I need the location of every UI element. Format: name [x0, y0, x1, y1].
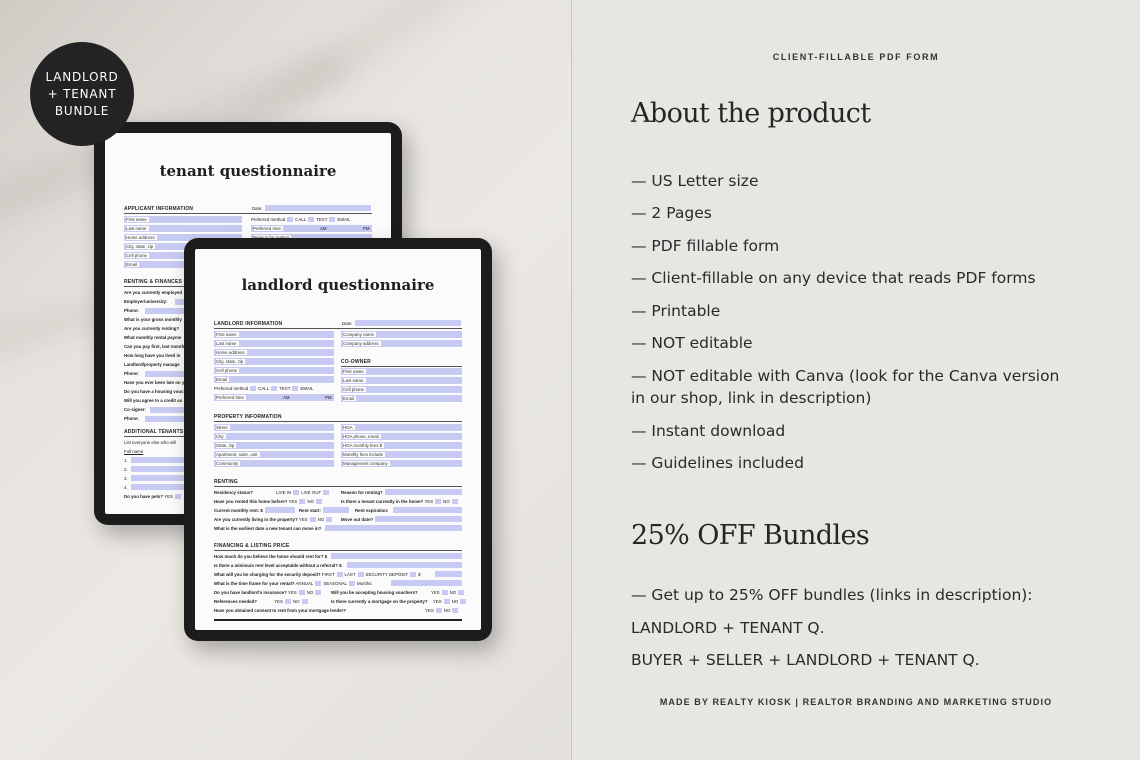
fin-question: Do you have landlord's insurance? YES NO	[214, 590, 323, 595]
hoa-fees-field[interactable]: HOA monthly fees $	[341, 442, 462, 450]
question: Phone:	[124, 371, 139, 376]
form-type-tag: CLIENT-FILLABLE PDF FORM	[772, 52, 940, 62]
feature-item: — Guidelines included	[631, 454, 804, 472]
state-zip-field[interactable]: State, zip	[214, 442, 334, 450]
reason-field[interactable]	[385, 489, 462, 495]
bundles-heading: 25% OFF Bundles	[631, 520, 870, 551]
hoa-phone-field[interactable]: HOA phone, email	[341, 433, 462, 441]
about-heading: About the product	[631, 98, 871, 129]
management-company-field[interactable]: Management company	[341, 460, 462, 468]
home-address-field[interactable]: Home address	[124, 234, 242, 242]
date-label: Date:	[252, 206, 263, 211]
question: Co-signer:	[124, 407, 146, 412]
fin-min-rent-field[interactable]	[347, 562, 462, 568]
tenant-number: 2.	[124, 467, 128, 472]
last-name-field[interactable]: Last name	[124, 225, 242, 233]
product-info-panel	[572, 0, 1140, 760]
tenant-number: 4.	[124, 485, 128, 490]
pets-question: Do you have pets? YES	[124, 494, 183, 499]
property-heading: PROPERTY INFORMATION	[214, 414, 282, 420]
hoa-field[interactable]: HOA	[341, 424, 462, 432]
bundle-badge	[30, 42, 134, 146]
renting-heading: RENTING	[214, 479, 238, 485]
feature-item: — NOT editable with Canva (look for the Canva version in our shop, link in description)	[631, 367, 1060, 407]
cell-phone-field[interactable]: Cell phone	[124, 252, 242, 260]
question: Will you agree to a credit an	[124, 398, 183, 403]
feature-item: — 2 Pages	[631, 204, 712, 222]
fin-rent-field[interactable]	[331, 553, 462, 559]
full-name-label: Full name	[124, 449, 144, 454]
question: Do you have a housing vouc	[124, 389, 184, 394]
feature-item: — PDF fillable form	[631, 237, 780, 255]
time-options: AM	[320, 226, 327, 231]
page-bottom-rule	[214, 619, 462, 621]
fin-question: How much do you believe the home should rent for? $	[214, 554, 328, 559]
residency-row: Residency status? LIVE IN LIVE OUT	[214, 490, 331, 495]
city-field[interactable]: City, state, zip	[124, 243, 242, 251]
date-label: Date:	[342, 321, 353, 326]
fin-question: Have you obtained consent to rent from your mortgage lender?	[214, 608, 346, 613]
home-address-field[interactable]: Home address	[214, 349, 334, 357]
email-field[interactable]: Email	[124, 261, 242, 269]
coowner-heading: CO-OWNER	[341, 359, 371, 365]
feature-item: — US Letter size	[631, 172, 759, 190]
question: Employer/university:	[124, 299, 168, 304]
coowner-cell-phone-field[interactable]: Cell phone	[341, 386, 462, 394]
date-field[interactable]	[265, 205, 371, 211]
bundle-line: BUYER + SELLER + LANDLORD + TENANT Q.	[631, 651, 980, 669]
last-name-field[interactable]: Last name	[214, 340, 334, 348]
cell-phone-field[interactable]: Cell phone	[214, 367, 334, 375]
badge-line: LANDLORD	[45, 69, 119, 84]
feature-item: — Client-fillable on any device that reads PDF forms	[631, 269, 1036, 287]
fin-answer-options: YES NO	[425, 608, 460, 613]
earliest-date-field[interactable]	[325, 525, 462, 531]
question: Are you currently employed	[124, 290, 183, 295]
company-address-field[interactable]: Company address	[341, 340, 462, 348]
question: Are you currently renting?	[124, 326, 180, 331]
feature-item: — Printable	[631, 302, 721, 320]
first-name-field[interactable]: First name	[124, 216, 242, 224]
fin-question: What is the time frame for your rental? ANNUAL SEASONAL Months:	[214, 581, 373, 586]
studio-footer: MADE BY REALTY KIOSK | REALTOR BRANDING AND MARKETING STUDIO	[659, 697, 1053, 707]
divider	[214, 486, 462, 487]
time-options: AM	[283, 395, 290, 400]
community-field[interactable]: Community	[214, 460, 334, 468]
question: Phone:	[124, 308, 139, 313]
email-field[interactable]: Email	[214, 376, 334, 384]
tenant-number: 1.	[124, 458, 128, 463]
time-options: PM	[363, 226, 370, 231]
landlord-tablet	[184, 238, 492, 641]
rent-start-label: Rent start:	[299, 508, 321, 513]
fin-question: Is there currently a mortgage on the property? YES NO	[331, 599, 468, 604]
divider	[214, 550, 462, 551]
preferred-method-row: Preferred method CALL TEXT EMAIL	[251, 217, 351, 222]
date-field[interactable]	[355, 320, 461, 326]
apartment-field[interactable]: Apartment, suite, unit	[214, 451, 334, 459]
months-field[interactable]	[391, 580, 462, 586]
fin-question: What will you be charging for the security deposit? FIRST LAST SECURITY DEPOSIT $	[214, 572, 421, 577]
tenant-number: 3.	[124, 476, 128, 481]
monthly-fees-field[interactable]: Monthly fees include	[341, 451, 462, 459]
applicant-heading: APPLICANT INFORMATION	[124, 206, 194, 212]
question: Have you ever been late on y	[124, 380, 185, 385]
feature-item: — NOT editable	[631, 334, 753, 352]
preferred-time-field[interactable]: Preferred time	[251, 225, 372, 233]
deposit-amount-field[interactable]	[435, 571, 462, 577]
city-field[interactable]: City, state, zip	[214, 358, 334, 366]
earliest-date-label: What is the earliest date a new tenant can move in?	[214, 526, 322, 531]
rent-start-field[interactable]	[323, 507, 349, 513]
divider	[124, 213, 372, 214]
fin-question: Will you be accepting housing vouchers? YES NO	[331, 590, 466, 595]
question: How long have you lived in	[124, 353, 181, 358]
bundle-line: — Get up to 25% OFF bundles (links in description):	[631, 586, 1033, 604]
living-in-row: Are you currently living in the property? YES NO	[214, 517, 334, 522]
divider	[214, 328, 462, 329]
first-name-field[interactable]: First name	[214, 331, 334, 339]
additional-tenants-heading: ADDITIONAL TENANTS	[124, 429, 184, 435]
fin-question: Is there a minimum rent level acceptable without a referral? $	[214, 563, 342, 568]
badge-line: + TENANT	[47, 86, 117, 101]
company-name-field[interactable]: Company name	[341, 331, 462, 339]
feature-item: — Instant download	[631, 422, 786, 440]
renting-heading: RENTING & FINANCES	[124, 279, 183, 285]
fin-question: References needed? YES NO	[214, 599, 310, 604]
coowner-email-field[interactable]: Email	[341, 395, 462, 403]
preferred-time-field[interactable]: Preferred time	[214, 394, 334, 402]
reason-label: Reason for renting?	[341, 490, 383, 495]
question: Landlord/property manage	[124, 362, 180, 367]
current-rent-field[interactable]	[265, 507, 295, 513]
badge-line: BUNDLE	[54, 103, 110, 118]
time-options: PM	[325, 395, 332, 400]
landlord-form-title: landlord questionnaire	[241, 276, 435, 294]
property-city-field[interactable]: City	[214, 433, 334, 441]
financing-heading: FINANCING & LISTING PRICE	[214, 543, 290, 549]
question: Phone:	[124, 416, 139, 421]
question: Can you pay first, last month	[124, 344, 185, 349]
move-out-label: Move out date?	[341, 517, 374, 522]
divider	[341, 366, 462, 367]
rented-before-row: Have you rented this home before? YES NO	[214, 499, 324, 504]
rent-expiration-label: Rent expiration:	[355, 508, 389, 513]
question: What monthly rental payme	[124, 335, 182, 340]
current-rent-row: Current monthly rent: $	[214, 508, 263, 513]
tenant-currently-row: Is there a tenant currently in the home? YES NO	[341, 499, 460, 504]
additional-intro: List everyone else who will	[124, 440, 176, 445]
street-field[interactable]: Street	[214, 424, 334, 432]
tenant-form-title: tenant questionnaire	[159, 162, 337, 180]
coowner-first-name-field[interactable]: First name	[341, 368, 462, 376]
bundle-line: LANDLORD + TENANT Q.	[631, 619, 825, 637]
preferred-method-row: Preferred method CALL TEXT EMAIL	[214, 386, 314, 391]
coowner-last-name-field[interactable]: Last name	[341, 377, 462, 385]
move-out-field[interactable]	[375, 516, 462, 522]
divider	[214, 421, 462, 422]
landlord-form-page	[195, 249, 481, 630]
question: What is your gross monthly	[124, 317, 182, 322]
rent-expiration-field[interactable]	[393, 507, 462, 513]
landlord-info-heading: LANDLORD INFORMATION	[214, 321, 283, 327]
